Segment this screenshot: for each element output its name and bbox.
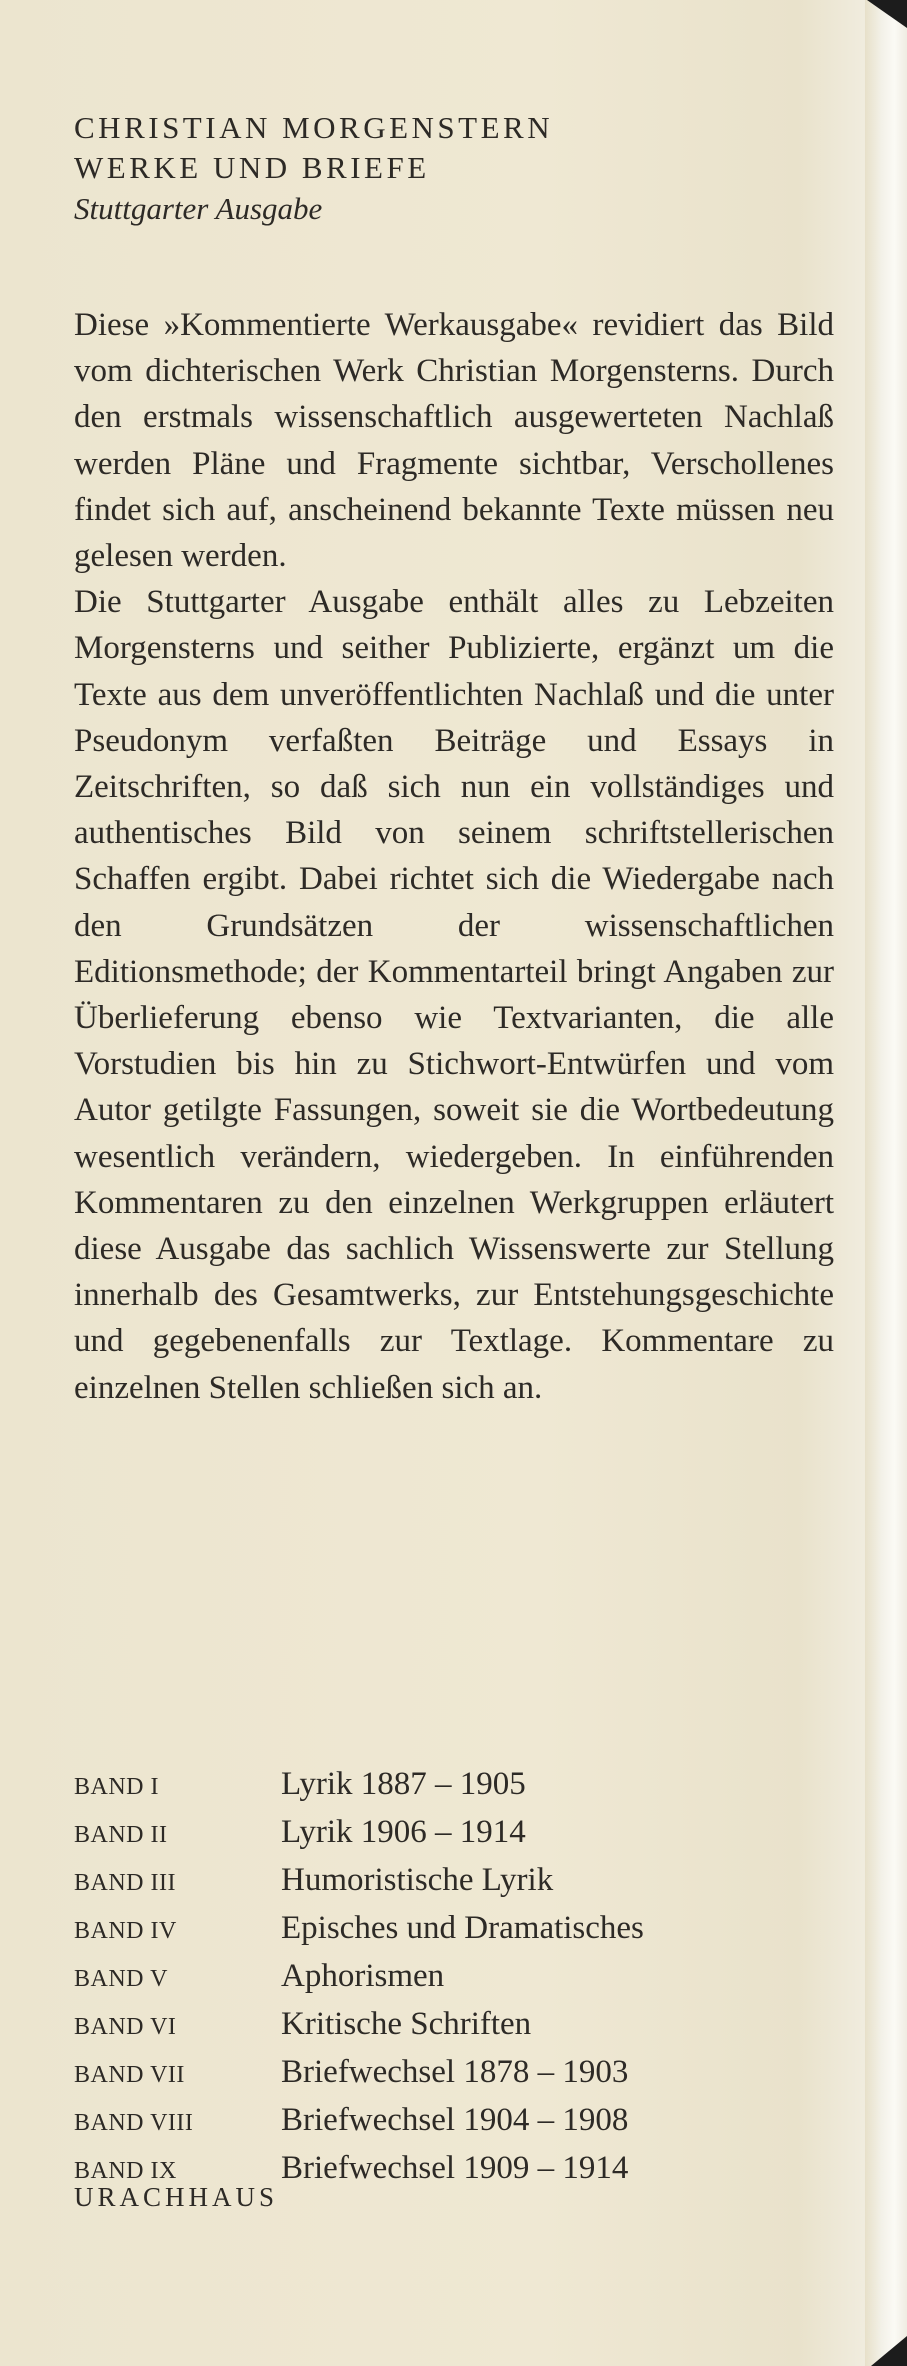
volume-label: BAND V xyxy=(74,1966,168,1992)
volume-title: Lyrik 1906 – 1914 xyxy=(281,1814,526,1850)
volume-label: BAND II xyxy=(74,1822,168,1848)
author-name: CHRISTIAN MORGENSTERN xyxy=(74,110,554,145)
volume-label: BAND IX xyxy=(74,2158,177,2184)
volume-title: Lyrik 1887 – 1905 xyxy=(281,1766,526,1802)
volume-title: Briefwechsel 1909 – 1914 xyxy=(281,2150,629,2186)
volume-title: Episches und Dramatisches xyxy=(281,1910,644,1946)
volume-label: BAND IV xyxy=(74,1918,177,1944)
volume-title: Briefwechsel 1904 – 1908 xyxy=(281,2102,629,2138)
volume-title: Briefwechsel 1878 – 1903 xyxy=(281,2054,629,2090)
volume-label: BAND VI xyxy=(74,2014,177,2040)
publisher-name: URACHHAUS xyxy=(74,2182,279,2212)
series-title: WERKE UND BRIEFE xyxy=(74,150,430,185)
volume-row xyxy=(74,1958,644,2006)
volume-label: BAND VIII xyxy=(74,2110,194,2136)
volume-row xyxy=(74,1814,644,1862)
edition-subtitle: Stuttgarter Ausgabe xyxy=(74,191,323,226)
volume-label: BAND VII xyxy=(74,2062,185,2088)
volume-title: Kritische Schriften xyxy=(281,2006,532,2042)
volume-row xyxy=(74,1766,644,1814)
volume-row xyxy=(74,2102,644,2150)
description-paragraph-2: Die Stuttgarter Ausgabe enthält alles zu Lebzeiten Morgensterns und seither Publizierte, ergänzt um die Texte aus dem unveröffentlichten Nachlaß und die unter Pseudonym verfaßten Beiträge und Essays in Zeitschriften, so daß sich nun ein vollständiges und authentisches Bild von seinem schriftstellerischen Schaffen ergibt. Dabei richtet sich die Wiedergabe nach den Grundsätzen der wissenschaftlichen Editionsmethode; der Kommentarteil bringt Angaben zur Überlieferung ebenso wie Textvarianten, die alle Vorstudien bis hin zu Stichwort-Entwürfen und vom Autor getilgte Fassungen, soweit sie die Wortbedeutung wesentlich verändern, wiedergeben. In einführenden Kommentaren zu den einzelnen Werkgruppen erläutert diese Ausgabe das sachlich Wissenswerte zur Stellung innerhalb des Gesamtwerks, zur Entstehungsgeschichte und gegebenenfalls zur Textlage. Kommentare zu einzelnen Stellen schließen sich an. xyxy=(74,584,834,1406)
volume-label: BAND I xyxy=(74,1774,159,1800)
volume-list xyxy=(74,1766,644,2198)
description-paragraph-1: Diese »Kommentierte Werkausgabe« revidiert das Bild vom dichterischen Werk Christian Morgensterns. Durch den erstmals wissenschaftlich ausgewerteten Nachlaß werden Pläne und Fragmente sichtbar, Verschollenes findet sich auf, anscheinend bekannte Texte müssen neu gelesen werden. xyxy=(74,307,834,575)
volume-row xyxy=(74,2054,644,2102)
volume-row xyxy=(74,1862,644,1910)
series-header xyxy=(74,108,553,230)
scan-corner-shadow-bottom xyxy=(871,2336,907,2366)
volume-label: BAND III xyxy=(74,1870,176,1896)
volume-row xyxy=(74,2006,644,2054)
volume-title: Aphorismen xyxy=(281,1958,445,1994)
jacket-fold-edge xyxy=(865,0,907,2366)
volume-title: Humoristische Lyrik xyxy=(281,1862,554,1898)
description-text xyxy=(74,302,834,1411)
scan-corner-shadow xyxy=(867,0,907,28)
volume-row xyxy=(74,1910,644,1958)
